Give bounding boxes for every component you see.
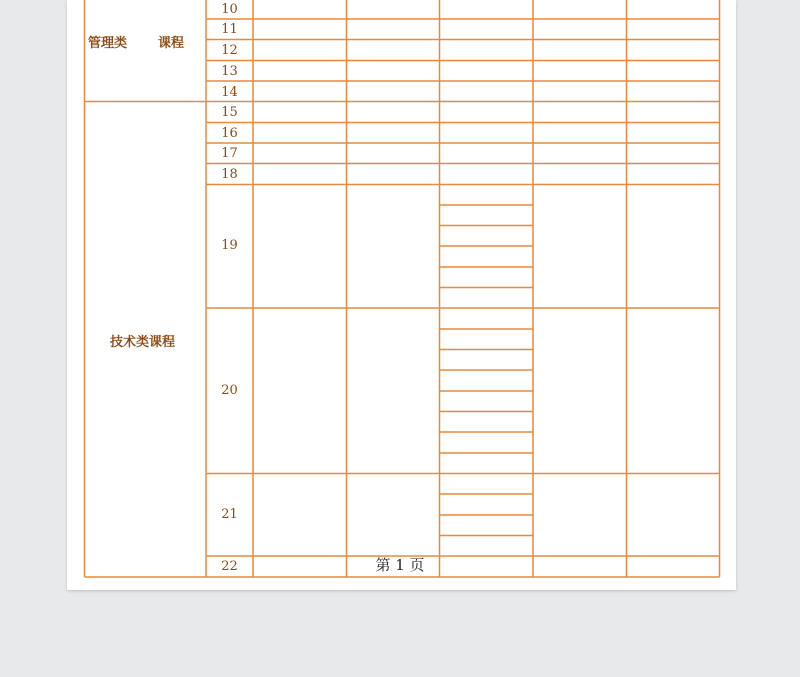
row-number: 16 [221,126,238,141]
category-management-label-2: 课程 [158,36,185,51]
row-number: 14 [221,85,238,100]
row-number: 19 [221,238,238,253]
category-technical-label: 技术类课程 [110,335,176,350]
row-number: 10 [221,2,238,17]
row-number: 20 [221,383,238,398]
row-number: 15 [221,105,238,120]
row-number: 11 [221,22,238,37]
row-number: 17 [221,146,238,161]
row-number: 21 [221,507,238,522]
category-management-label-1: 管理类 [88,36,128,51]
page-number-footer: 第 1 页 [375,556,425,574]
row-number: 22 [221,559,238,574]
row-number: 12 [221,43,238,58]
row-number: 13 [221,64,238,79]
row-number: 18 [221,167,238,182]
